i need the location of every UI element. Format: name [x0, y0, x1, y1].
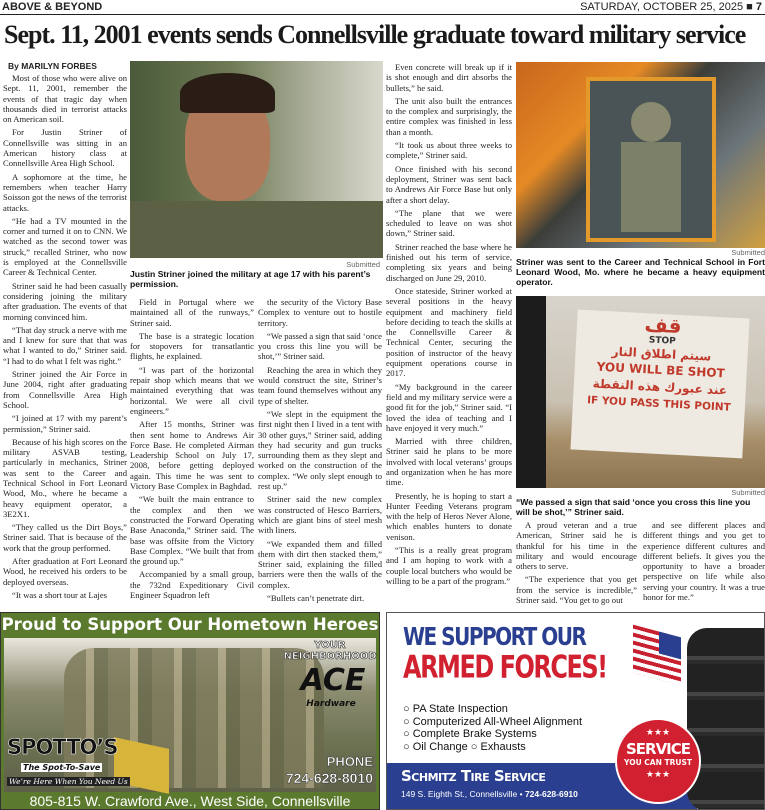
article-column-1 — [3, 73, 127, 610]
sign-arabic-stop: قف — [644, 312, 683, 339]
services-list — [403, 703, 582, 753]
american-flag-icon — [633, 625, 681, 686]
uniform-shape — [130, 201, 383, 258]
warning-sign — [570, 310, 749, 459]
window-frame — [516, 296, 546, 488]
phone-number: 724-628-8010 — [285, 770, 373, 786]
article-paragraph: “It took us about three weeks to complete,” Striner said. — [386, 140, 512, 161]
page-header — [0, 0, 765, 15]
business-address: 149 S. Eighth St., Connellsville • 724-628-6910 — [401, 789, 578, 799]
article-paragraph: A proud veteran and a true American, Striner said he is thankful for his time in the military and would encourage others to serve. — [516, 520, 637, 572]
article-paragraph: Because of his high scores on the military ASVAB testing, particularly in mechanics, Striner was sent to the Career and Technical School in Fort Leonard Wood, Mo., where he became a heavy equipment operator, a 3E2X1. — [3, 436, 127, 519]
service-item: ○ Complete Brake Systems — [403, 728, 537, 740]
ad-schmitz-tire[interactable] — [386, 612, 765, 810]
photo-credit: Submitted — [346, 260, 380, 269]
article-column-4 — [386, 62, 512, 610]
article-paragraph: “The experience that you get from the service is incredible,” Striner said. “You get to go out — [516, 574, 637, 606]
article-paragraph: “They called us the Dirt Boys,” Striner said. That is because of the work that the group performed. — [3, 522, 127, 553]
article-paragraph: “Bullets can’t penetrate dirt. — [267, 593, 365, 604]
article-paragraph: “We expanded them and filled them with dirt then stacked them,” Striner said, explaining the filled barriers were then the walls of the complex. — [258, 538, 382, 590]
sign-english-line: YOU WILL BE SHOT — [596, 359, 726, 381]
article-paragraph: Striner said he had been casually considering joining the military after graduation. The events of that morning convinced him. — [3, 280, 127, 322]
business-name: Schmitz Tire Service — [401, 767, 546, 785]
article-paragraph: “The plane that we were scheduled to leave on was shot down,” Striner said. — [386, 207, 512, 239]
article-paragraph: “We passed a sign that said ‘once you cross this line you will be shot,’” Striner said. — [258, 330, 382, 362]
ace-hardware-text: Hardware — [306, 699, 356, 709]
article-paragraph: After graduation at Fort Leonard Wood, he received his orders to be deployed overseas. — [3, 556, 127, 587]
photo-caption: Striner was sent to the Career and Technical School in Fort Leonard Wood, Mo. where he became a heavy equipment operator. — [516, 257, 765, 287]
soldier-shape — [621, 142, 681, 232]
article-paragraph: and see different places and different things and you get to experience different cultures and different beliefs. It gives you the opportunity to have a broader perspective on life while also serving your country. It was a true honor for me.” — [643, 520, 765, 603]
byline: By MARILYN FORBES — [8, 61, 97, 71]
tire-stack-image — [687, 628, 765, 810]
sign-english-line: IF YOU PASS THIS POINT — [586, 394, 732, 414]
hair-shape — [180, 73, 275, 113]
spottos-logo: SPOTTO’S — [7, 735, 118, 759]
article-paragraph: Accompanied by a small group, the 732nd Expeditionary Civil Engineer Squadron left — [130, 569, 254, 601]
article-paragraph: Reaching the area in which they would construct the site, Striner’s team found themselves without any type of shelter. — [258, 364, 382, 406]
article-column-5 — [516, 520, 637, 610]
ace-logo: ACE — [300, 663, 366, 698]
ace-tagline: YOUR NEIGHBORHOOD — [283, 640, 377, 662]
sign-arabic-line: عند عبورك هذه النقطة — [592, 376, 728, 398]
ad-headline-line1: WE SUPPORT OUR — [403, 621, 586, 651]
helmet-shape — [631, 102, 671, 142]
article-paragraph: The base is a strategic location for stopovers for transatlantic flights, he explained. — [130, 330, 254, 362]
article-paragraph: Striner said the new complex was constructed of Hesco Barriers, which are giant bins of steel mesh with liners. — [258, 494, 382, 536]
phone-label: PHONE — [326, 754, 373, 769]
article-paragraph: the security of the Victory Base Complex to venture out to hostile territory. — [258, 297, 382, 328]
photo-equipment-operator — [516, 62, 765, 248]
article-paragraph: The unit also built the entrances to the complex and surprisingly, the entire complex was finished in less than a month. — [386, 95, 512, 137]
headline: Sept. 11, 2001 events sends Connellsville graduate toward military service — [4, 20, 746, 49]
photo-credit: Submitted — [731, 248, 765, 257]
article-paragraph: “We slept in the equipment the first night then I lived in a tent with 30 other guys,” Striner said, adding they had security and gun trucks surrounding them as they slept and worked on the construction of the complex. “We only slept enough to rest up.” — [258, 408, 382, 492]
article-paragraph: “He had a TV mounted in the corner and turned it on to CNN. We watched as the second tower was struck,” recalled Striner, who now is employed at the Connellsville Career & Technical Center. — [3, 215, 127, 278]
business-phone: 724-628-6910 — [524, 789, 578, 799]
sign-arabic-line: سيتم اطلاق النار — [611, 344, 712, 364]
ad-address: 805-815 W. Crawford Ave., West Side, Connellsville — [29, 793, 351, 809]
photo-caption: “We passed a sign that said ‘once you cross this line you will be shot,’” Striner said. — [516, 497, 751, 517]
ad-headline-line2: ARMED FORCES! — [403, 649, 607, 686]
article-paragraph: “That day struck a nerve with me and I knew for sure that that was what I wanted to do,” Striner said. “I had to do what I felt was right.” — [3, 324, 127, 366]
article-paragraph: Once stateside, Striner worked at several positions in the heavy equipment and machinery field before deciding to teach the skills at the Connellsville Career & Technical Center, securing the position of instructor of the heavy equipment operations course in 2017. — [386, 285, 512, 379]
spottos-tagline: The Spot-To-Save — [23, 763, 101, 772]
soldiers-shape — [64, 648, 324, 788]
ad-banner: Proud to Support Our Hometown Heroes — [1, 615, 379, 634]
service-item: ○ PA State Inspection — [403, 703, 508, 715]
article-paragraph: For Justin Striner of Connellsville was sitting in an American history class at Connellsville Area High School. — [3, 127, 127, 169]
article-paragraph: A sophomore at the time, he remembers when teacher Harry Soisson got the news of the terrorist attacks. — [3, 171, 127, 213]
article-paragraph: Field in Portugal where we maintained all of the runways,” Striner said. — [130, 297, 254, 328]
article-paragraph: Even concrete will break up if it is shot enough and dirt absorbs the bullets,” he said. — [386, 62, 512, 93]
photo-warning-sign — [516, 296, 765, 488]
service-item: ○ Computerized All-Wheel Alignment — [403, 715, 583, 728]
date: SATURDAY, OCTOBER 25, 2025 — [580, 1, 744, 13]
article-paragraph: “This is a really great program and I am hoping to work with a couple local butchers who would be willing to be a part of the program.” — [386, 545, 512, 586]
service-badge: ★★★ SERVICE YOU CAN TRUST ★★★ — [615, 718, 701, 804]
article-paragraph: Married with three children, Striner said he plans to be more involved with local veterans’ groups and organization when he has more time. — [386, 436, 512, 488]
article-paragraph: Once finished with his second deployment, Striner was sent back to Andrews Air Force Base but only after a short delay. — [386, 163, 512, 205]
article-paragraph: “My background in the career field and my military service were a good fit for the job,” Striner said. “I loved the idea of teaching and I have enjoyed it very much.” — [386, 381, 512, 433]
article-paragraph: Most of those who were alive on Sept. 11, 2001, remember the events of that tragic day when thousands died in terrorist attacks on American soil. — [3, 73, 127, 125]
photo-credit: Submitted — [731, 488, 765, 497]
photo-caption: Justin Striner joined the military at age 17 with his parent’s permission. — [130, 269, 371, 289]
spottos-slogan: We’re Here When You Need Us — [9, 777, 128, 786]
article-column-3 — [258, 297, 382, 610]
article-paragraph: “I was part of the horizontal repair shop which means that we maintained everything that was horizontal. We were all civil engineers.” — [130, 364, 254, 416]
article-paragraph: Striner joined the Air Force in June 2004, right after graduating from Connellsville Area High School. — [3, 369, 127, 410]
article-column-6 — [643, 520, 765, 610]
article-paragraph: After 15 months, Striner was then sent home to Andrews Air Force Base. He completed Airman Leadership School on July 17, 2008, before getting deployed again. This time he was sent to Victory Base Complex in Baghdad. — [130, 419, 254, 492]
article-paragraph: “We built the main entrance to the complex and then we constructed the Forward Operating Base Anaconda,” Striner said. The base was offsite from the Victory Base Complex. “We built that from the ground up.” — [130, 494, 254, 567]
photo-striner-portrait — [130, 61, 383, 258]
article-paragraph: Striner reached the base where he finished out his term of service, completing six years and being discharged on June 29, 2010. — [386, 241, 512, 283]
section-name: ABOVE & BEYOND — [2, 1, 103, 13]
article-column-2 — [130, 297, 254, 610]
page-number: 7 — [755, 1, 762, 13]
sign-stop: STOP — [648, 335, 676, 347]
dateline: SATURDAY, OCTOBER 25, 2025 ■ 7 — [580, 1, 762, 13]
article-paragraph: “It was a short tour at Lajes — [12, 589, 107, 600]
ad-ace-hardware[interactable] — [0, 612, 380, 810]
article-paragraph: “I joined at 17 with my parent’s permission,” Striner said. — [3, 413, 127, 434]
service-item: ○ Oil Change ○ Exhausts — [403, 740, 526, 753]
article-paragraph: Presently, he is hoping to start a Hunter Feeding Veterans program with the help of Heros Never Alone, which enables hunters to donate venison. — [386, 490, 512, 542]
